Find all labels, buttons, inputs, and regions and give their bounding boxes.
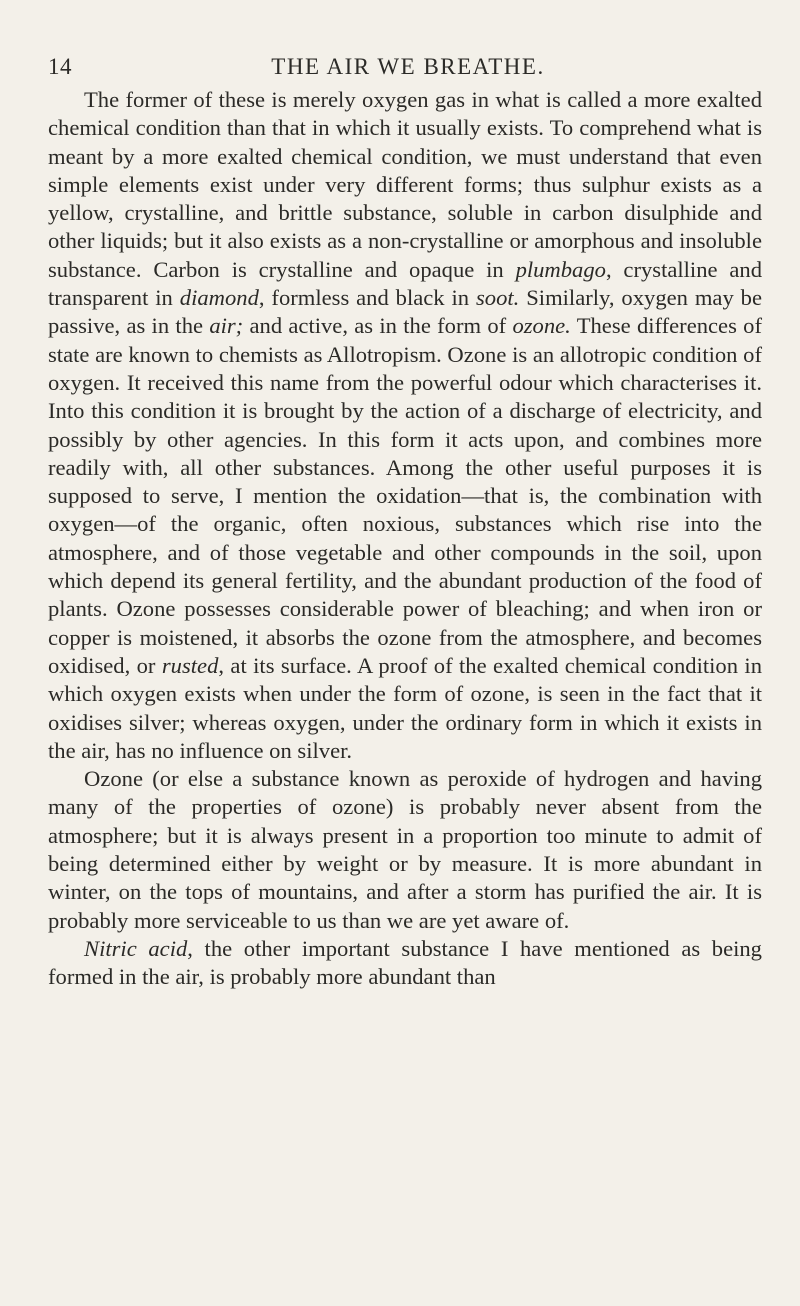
text-run: These differences of state are known to chemists as Allotropism. Ozone is an allotropic condition of oxygen. It received this name from the powerful odour which characterises it. Into this condition it is brought by the action of a discharge of electricity, and possibly by other agencies. In this form it acts upon, and combines more readily with, all other substances. Among the other useful purposes it is supposed to serve, I mention the oxidation—that is, the combination with oxygen—of the organic, often noxious, substances which rise into the atmosphere, and of those vegetable and other compounds in the soil, upon which depend its general fertility, and the abundant production of the food of plants. Ozone possesses considerable power of bleaching; and when iron or copper is moistened, it absorbs the ozone from the atmosphere, and becomes oxidised, or (48, 313, 762, 678)
italic-term: Nitric acid (84, 935, 188, 961)
running-head (48, 54, 768, 84)
paragraph (48, 935, 762, 992)
running-title: THE AIR WE BREATHE. (271, 54, 545, 79)
text-run: and active, as in the form of (243, 313, 513, 339)
text-run: , the other important substance I have mentioned as being formed in the air, is probably more abundant than (48, 935, 762, 990)
italic-term: diamond (179, 285, 259, 311)
text-run: , crystalline and transparent in (48, 256, 763, 311)
text-run: The former of these is merely oxygen gas in what is called a more exalted chemical condition than that in which it usually exists. To comprehend what is meant by a more exalted chemical condition, we must understand that even simple elements exist under very different forms; thus sulphur exists as a yellow, crystalline, and brittle substance, soluble in carbon disulphide and other liquids; but it also exists as a non-crystalline or amorphous and insoluble substance. Carbon is crystalline and opaque in (48, 87, 762, 282)
body-text (48, 86, 762, 992)
paragraph (48, 86, 762, 765)
italic-term: rusted (161, 652, 219, 678)
italic-term: soot. (476, 285, 520, 311)
paragraph (48, 765, 762, 935)
italic-term: plumbago (515, 256, 606, 282)
text-run: Similarly, oxygen may be passive, as in the (48, 285, 762, 339)
text-run: , formless and black in (258, 285, 477, 311)
text-run: , at its surface. A proof of the exalted chemical condition in which oxygen exists when under the form of ozone, is seen in the fact that it oxidises silver; whereas oxygen, under the ordinary form in which it exists in the air, has no influence on silver. (48, 652, 762, 763)
italic-term: ozone. (512, 313, 571, 339)
text-run: Ozone (or else a substance known as peroxide of hydrogen and having many of the properties of ozone) is probably never absent from the atmosphere; but it is always present in a proportion too minute to admit of being determined either by weight or by measure. It is more abundant in winter, on the tops of mountains, and after a storm has purified the air. It is probably more serviceable to us than we are yet aware of. (48, 766, 762, 933)
italic-term: air; (209, 313, 244, 339)
page-number: 14 (48, 54, 72, 79)
